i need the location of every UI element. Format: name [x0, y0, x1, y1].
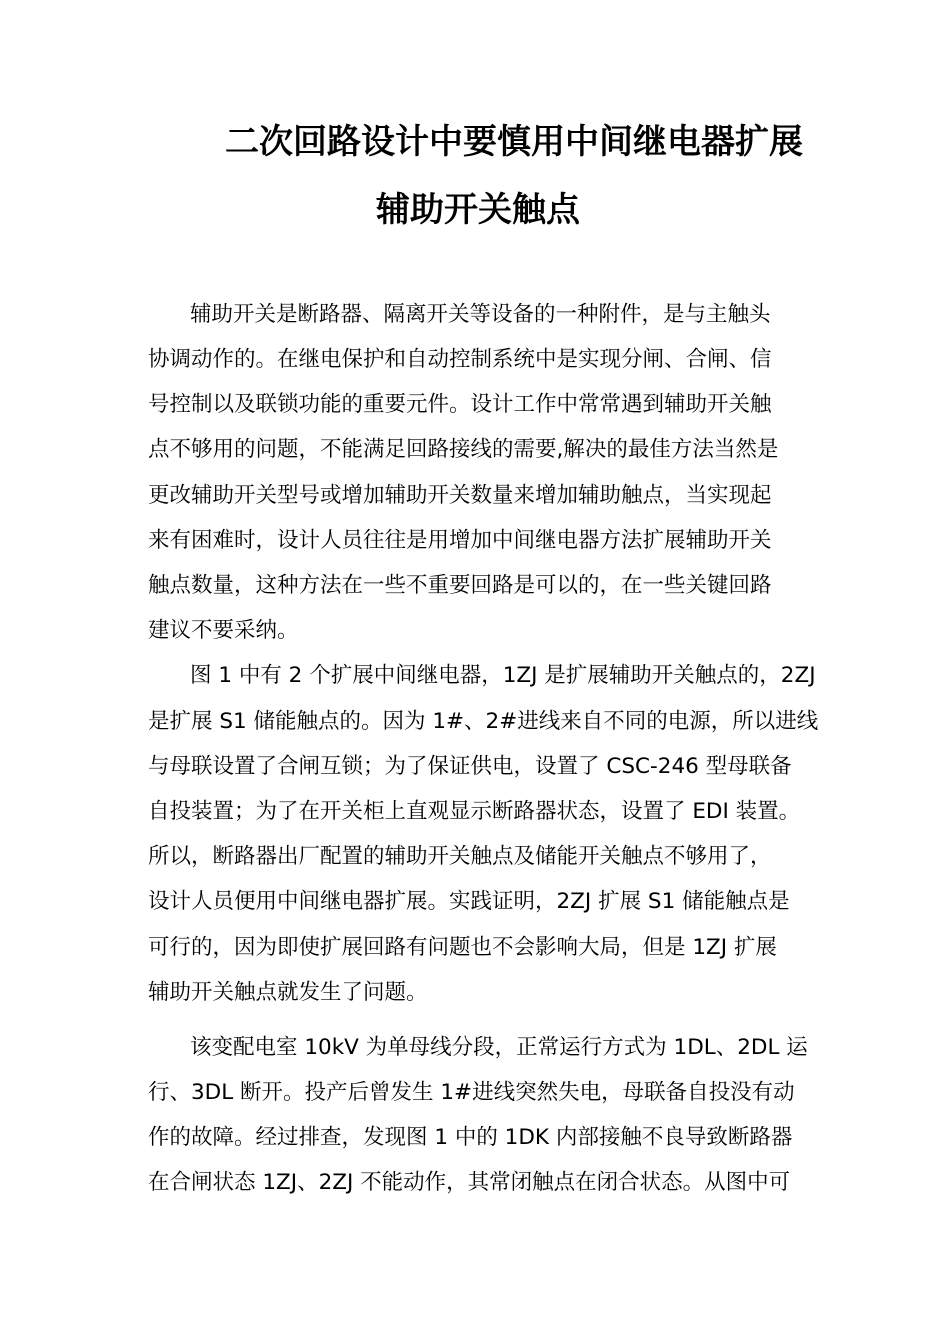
paragraph-1-line-7: 触点数量，这种方法在一些不重要回路是可以的，在一些关键回路 — [148, 573, 772, 598]
paragraph-2-line-2: 是扩展 S1 储能触点的。因为 1#、2#进线来自不同的电源，所以进线 — [148, 709, 819, 734]
paragraph-1-line-6: 来有困难时，设计人员往往是用增加中间继电器方法扩展辅助开关 — [148, 528, 772, 553]
paragraph-3-line-2: 行、3DL 断开。投产后曾发生 1#进线突然失电，母联备自投没有动 — [148, 1080, 795, 1105]
paragraph-1-line-2: 协调动作的。在继电保护和自动控制系统中是实现分闸、合闸、信 — [148, 347, 772, 372]
paragraph-2-line-8: 辅助开关触点就发生了问题。 — [148, 980, 428, 1005]
document-title-line-1: 二次回路设计中要慎用中间继电器扩展 — [225, 122, 803, 162]
paragraph-2-line-1: 图 1 中有 2 个扩展中间继电器，1ZJ 是扩展辅助开关触点的，2ZJ — [190, 663, 816, 688]
paragraph-1-line-3: 号控制以及联锁功能的重要元件。设计工作中常常遇到辅助开关触 — [148, 392, 772, 417]
paragraph-1-line-1: 辅助开关是断路器、隔离开关等设备的一种附件，是与主触头 — [190, 302, 771, 327]
paragraph-2-line-5: 所以，断路器出厂配置的辅助开关触点及储能开关触点不够用了， — [148, 844, 772, 869]
document-title-line-2: 辅助开关触点 — [376, 190, 580, 230]
paragraph-2-line-7: 可行的，因为即使扩展回路有问题也不会影响大局，但是 1ZJ 扩展 — [148, 935, 777, 960]
paragraph-2-line-3: 与母联设置了合闸互锁；为了保证供电，设置了 CSC-246 型母联备 — [148, 754, 792, 779]
paragraph-2-line-6: 设计人员便用中间继电器扩展。实践证明，2ZJ 扩展 S1 储能触点是 — [148, 889, 790, 914]
paragraph-3-line-1: 该变配电室 10kV 为单母线分段，正常运行方式为 1DL、2DL 运 — [190, 1035, 808, 1060]
paragraph-1-line-8: 建议不要采纳。 — [148, 618, 299, 643]
paragraph-2-line-4: 自投装置；为了在开关柜上直观显示断路器状态，设置了 EDI 装置。 — [148, 799, 801, 824]
paragraph-3-line-3: 作的故障。经过排查，发现图 1 中的 1DK 内部接触不良导致断路器 — [148, 1125, 793, 1150]
paragraph-1-line-4: 点不够用的问题，不能满足回路接线的需要,解决的最佳方法当然是 — [148, 437, 779, 462]
paragraph-3-line-4: 在合闸状态 1ZJ、2ZJ 不能动作，其常闭触点在闭合状态。从图中可 — [148, 1170, 791, 1195]
paragraph-1-line-5: 更改辅助开关型号或增加辅助开关数量来增加辅助触点，当实现起 — [148, 483, 772, 508]
